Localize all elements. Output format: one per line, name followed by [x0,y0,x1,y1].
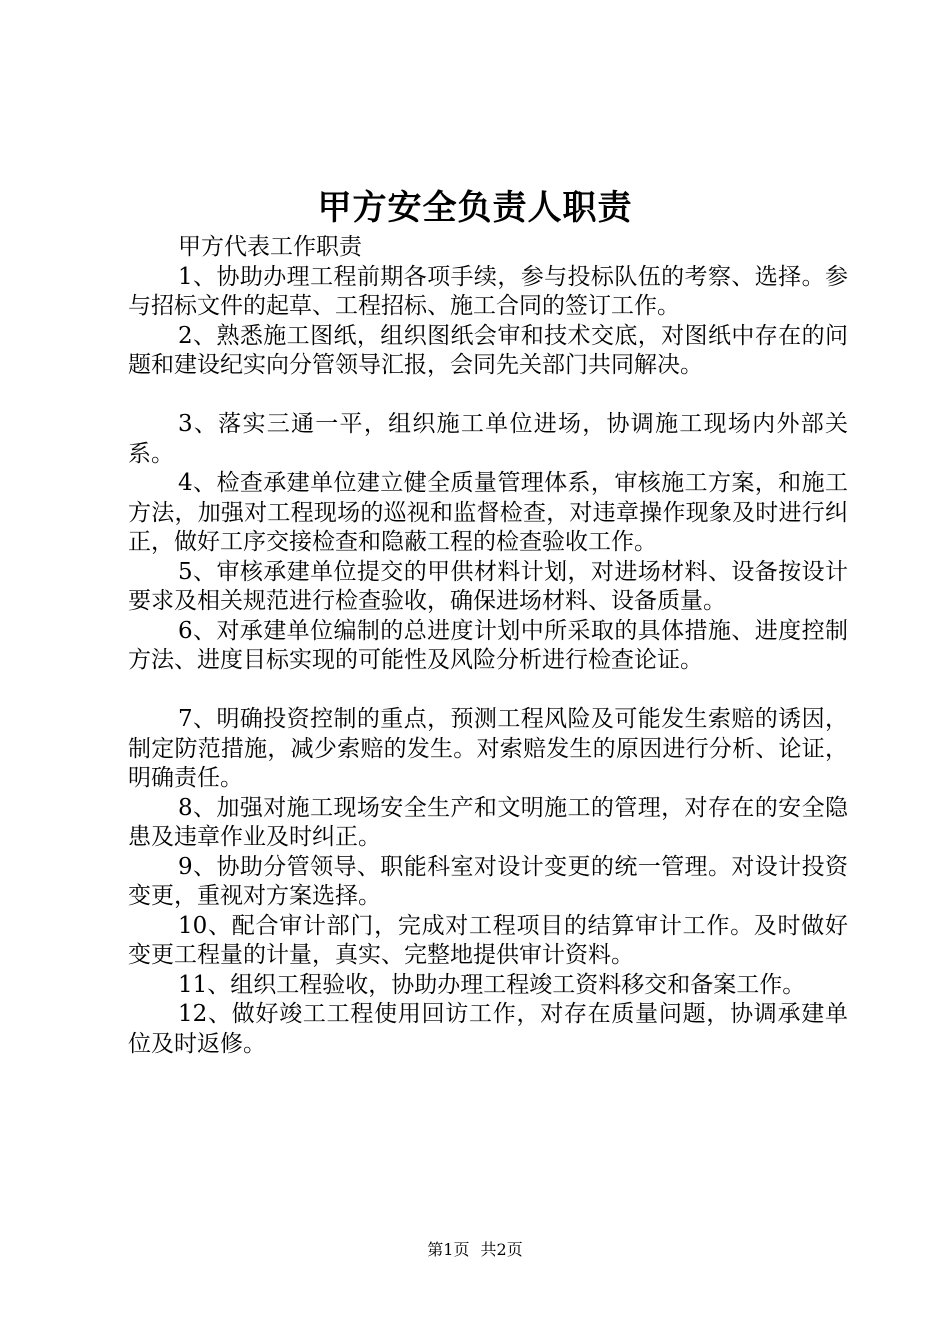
paragraph-8: 8、加强对施工现场安全生产和文明施工的管理，对存在的安全隐患及违章作业及时纠正。 [128,794,848,850]
paragraph-7: 7、明确投资控制的重点，预测工程风险及可能发生索赔的诱因，制定防范措施，减少索赔的发生。对索赔发生的原因进行分析、论证，明确责任。 [128,706,848,791]
document-subtitle: 甲方代表工作职责 [178,234,362,260]
paragraph-2: 2、熟悉施工图纸，组织图纸会审和技术交底，对图纸中存在的问题和建设纪实向分管领导汇报，会同先关部门共同解决。 [128,322,848,378]
page-number: 第1页 [427,1240,470,1259]
document-title: 甲方安全负责人职责 [317,188,633,228]
paragraph-10: 10、配合审计部门，完成对工程项目的结算审计工作。及时做好变更工程量的计量，真实、完整地提供审计资料。 [128,912,848,968]
paragraph-1: 1、协助办理工程前期各项手续，参与投标队伍的考察、选择。参与招标文件的起草、工程招标、施工合同的签订工作。 [128,263,848,319]
paragraph-4: 4、检查承建单位建立健全质量管理体系，审核施工方案，和施工方法，加强对工程现场的巡视和监督检查，对违章操作现象及时进行纠正，做好工序交接检查和隐蔽工程的检查验收工作。 [128,470,848,555]
paragraph-11: 11、组织工程验收，协助办理工程竣工资料移交和备案工作。 [178,971,806,998]
paragraph-6: 6、对承建单位编制的总进度计划中所采取的具体措施、进度控制方法、进度目标实现的可能性及风险分析进行检查论证。 [128,617,848,673]
paragraph-5: 5、审核承建单位提交的甲供材料计划，对进场材料、设备按设计要求及相关规范进行检查验收，确保进场材料、设备质量。 [128,558,848,614]
paragraph-12: 12、做好竣工工程使用回访工作，对存在质量问题，协调承建单位及时返修。 [128,1001,848,1057]
document-body [128,233,848,1059]
paragraph-9: 9、协助分管领导、职能科室对设计变更的统一管理。对设计投资变更，重视对方案选择。 [128,853,848,909]
page-footer [0,1238,950,1262]
paragraph-3: 3、落实三通一平，组织施工单位进场，协调施工现场内外部关系。 [128,411,848,467]
page-total: 共2页 [480,1240,523,1259]
